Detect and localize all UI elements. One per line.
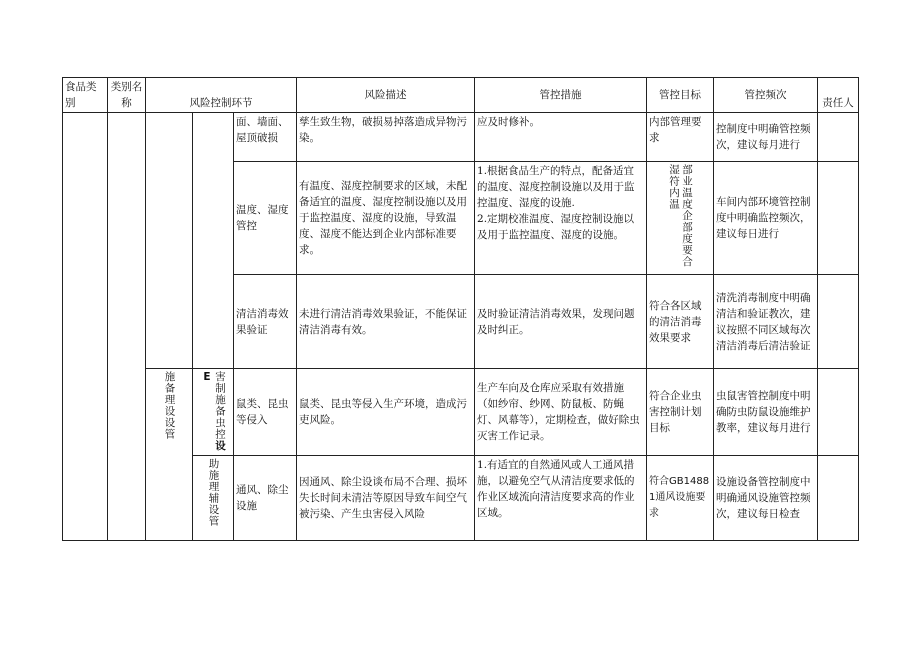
measures-cell: 1.有适宜的自然通风或人工通风措施，以避免空气从清洁度要求低的作业区域流向清洁度要求高的作业区域。 (475, 456, 647, 541)
risk-control-table (62, 77, 859, 541)
target-cell: 内部管理要求 (647, 113, 714, 162)
pest-control-label (193, 369, 234, 456)
header-measures: 管控措施 (475, 78, 647, 113)
header-risk-desc: 风险描述 (297, 78, 475, 113)
aux-facility-label: 助施理辅设管 (193, 456, 234, 541)
control-step-blank (146, 113, 193, 369)
risk-point-cell: 鼠类、昆虫等侵入 (234, 369, 297, 456)
target-cell: 符合各区域的清洁消毒效果要求 (647, 275, 714, 369)
control-substep-blank (193, 113, 234, 369)
target-cell: 符合GB14881通风设施要求 (647, 456, 714, 541)
table-row (63, 369, 859, 456)
measures-cell: 1.根据食品生产的特点，配备适宜的温度、湿度控制设施以及用于监控温度、湿度的设施. 2.定期校准温度、湿度控制设施以及用于监控温度、湿度的设施。 (475, 162, 647, 275)
risk-desc-cell: 孳生致生物，破损易掉落造成异物污染。 (297, 113, 475, 162)
frequency-cell: 虫鼠害管控制度中明确防虫防鼠设施维护教率，建议每月进行 (714, 369, 818, 456)
food-category-cell (63, 113, 108, 541)
risk-desc-cell: 未进行清洁消毒效果验证，不能保证清洁消毒有效。 (297, 275, 475, 369)
header-target: 管控目标 (647, 78, 714, 113)
risk-desc-cell: 因通风、除尘设谈布局不合理、损坏失长时间未清洁等原因导致车间空气被污染、产生虫害侵入风险 (297, 456, 475, 541)
risk-point-cell: 温度、湿度管控 (234, 162, 297, 275)
risk-point-cell: 面、墙面、屋顶破损 (234, 113, 297, 162)
frequency-cell: 清洗消毒制度中明确清洁和验证教次，建议按照不同区域每次清洁消毒后清洁验证 (714, 275, 818, 369)
frequency-cell: 车间内部环境管控制度中明确监控频次，建议每日进行 (714, 162, 818, 275)
pest-control-text: 害制施备虫控 (214, 371, 226, 440)
measures-cell: 应及时修补。 (475, 113, 647, 162)
risk-point-cell: 清洁消毒效果验证 (234, 275, 297, 369)
facility-mgmt-label: 施备理设设管 (146, 369, 193, 541)
risk-desc-cell: 鼠类、昆虫等侵入生产环境，造成污吏风险。 (297, 369, 475, 456)
header-category-name: 类别名称 (108, 78, 146, 113)
table-row (63, 113, 859, 162)
frequency-cell: 控制度中明确管控频次，建议每月进行 (714, 113, 818, 162)
category-name-cell (108, 113, 146, 541)
risk-point-cell: 通风、除尘设施 (234, 456, 297, 541)
responsible-cell (818, 162, 859, 275)
responsible-cell (818, 113, 859, 162)
risk-desc-cell: 有温度、湿度控制要求的区域，未配备适宜的温度、湿度控制设施以及用于监控温度、湿度的设施，导致温度、湿度不能达到企业内部标准要求。 (297, 162, 475, 275)
responsible-cell (818, 369, 859, 456)
header-frequency: 管控频次 (714, 78, 818, 113)
measures-cell: 及时验证清洁消毒效果，发现问题及时纠正。 (475, 275, 647, 369)
header-responsible: 责任人 (818, 78, 859, 113)
target-cell: 部业温度企部度要合湿符内温 (647, 162, 714, 275)
frequency-cell: 设施设备管控制度中明确通风设施管控频次，建议每日检查 (714, 456, 818, 541)
header-food-category: 食品类别 (63, 78, 108, 113)
target-cell: 符合企业虫害控制计划目标 (647, 369, 714, 456)
responsible-cell (818, 275, 859, 369)
responsible-cell (818, 456, 859, 541)
header-control-step: 风险控制环节 (146, 78, 297, 113)
pest-prefix-text: 设E (201, 371, 226, 452)
measures-cell: 生产车向及仓库应采取有效措施（如纱帘、纱网、防鼠板、防蝇灯、风幕等），定期检查，做好除虫灭害工作记录。 (475, 369, 647, 456)
